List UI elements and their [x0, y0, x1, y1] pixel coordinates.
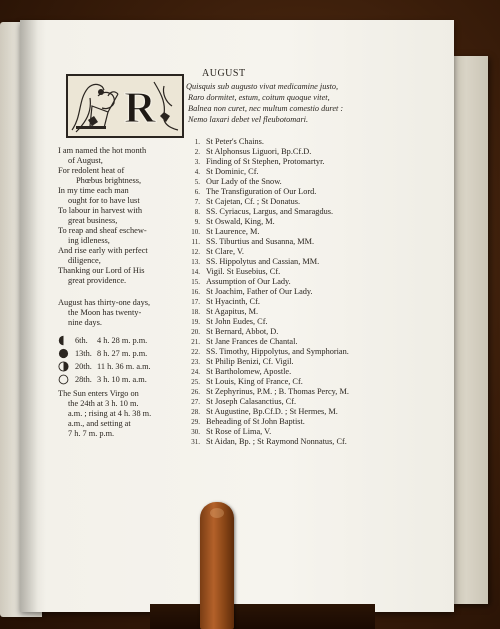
poem-line: In my time each man: [58, 186, 129, 195]
feast-day-number: 28.: [191, 408, 200, 416]
feast-day-number: 24.: [191, 368, 200, 376]
feast-row: [178, 257, 448, 267]
sun-note-line: the 24th at 3 h. 10 m.: [68, 399, 139, 408]
latin-motto: [186, 81, 442, 125]
month-title: AUGUST: [202, 68, 246, 79]
feast-day-number: 9.: [194, 218, 200, 226]
feast-name: The Transfiguration of Our Lord.: [206, 187, 317, 196]
feast-day-number: 19.: [191, 318, 200, 326]
feast-row: [178, 187, 448, 197]
feast-day-number: 16.: [191, 288, 200, 296]
sun-note: [58, 389, 190, 439]
motto-line: Balnea non curet, nec multum comestio duret :: [188, 104, 344, 113]
feast-row: [178, 367, 448, 377]
feast-row: [178, 247, 448, 257]
moon-phase-time: 3 h. 10 m. a.m.: [97, 375, 147, 384]
feast-row: [178, 227, 448, 237]
feast-row: [178, 297, 448, 307]
first-quarter-moon-icon: [58, 361, 69, 372]
poem-line: To labour in harvest with: [58, 206, 143, 215]
feast-day-number: 27.: [191, 398, 200, 406]
feast-row: [178, 137, 448, 147]
feast-day-number: 3.: [194, 158, 200, 166]
month-poem: [58, 146, 190, 286]
feast-name: SS. Cyriacus, Largus, and Smaragdus.: [206, 207, 334, 216]
poem-line: Thanking our Lord of His: [58, 266, 145, 275]
feast-day-number: 18.: [191, 308, 200, 316]
moon-note-line: the Moon has twenty-: [68, 308, 142, 317]
moon-note-line: August has thirty-one days,: [58, 298, 151, 307]
feast-name: Our Lady of the Snow.: [206, 177, 282, 186]
poem-line: ought for to have lust: [68, 196, 140, 205]
feast-row: [178, 237, 448, 247]
feast-name: St Oswald, King, M.: [206, 217, 275, 226]
moon-phase-day: 13th.: [75, 349, 92, 358]
feast-row: [178, 157, 448, 167]
feast-name: Finding of St Stephen, Protomartyr.: [206, 157, 325, 166]
poem-line: And rise early with perfect: [58, 246, 148, 255]
poem-line: Phœbus brightness,: [76, 176, 142, 185]
poem-line: great business,: [68, 216, 118, 225]
feast-day-number: 2.: [194, 148, 200, 156]
feast-name: St Alphonsus Liguori, Bp.Cf.D.: [206, 147, 312, 156]
feast-day-number: 22.: [191, 348, 200, 356]
feast-day-number: 26.: [191, 388, 200, 396]
feast-row: [178, 307, 448, 317]
feast-day-number: 17.: [191, 298, 200, 306]
feast-name: St Augustine, Bp.Cf.D. ; St Hermes, M.: [206, 407, 338, 416]
feast-name: St Joachim, Father of Our Lady.: [206, 287, 313, 296]
motto-line: Nemo laxari debet vel fleubotomari.: [188, 115, 309, 124]
last-quarter-moon-icon: [58, 335, 69, 346]
feast-day-number: 11.: [191, 238, 200, 246]
feast-name: St Clare, V.: [206, 247, 244, 256]
feast-row: [178, 197, 448, 207]
feast-row: [178, 357, 448, 367]
book-back-board: [452, 56, 488, 604]
sun-note-line: a.m., and setting at: [68, 419, 131, 428]
feast-row: [178, 417, 448, 427]
feast-row: [178, 277, 448, 287]
feast-day-number: 12.: [191, 248, 200, 256]
feast-name: St Agapitus, M.: [206, 307, 259, 316]
moon-note: [58, 298, 190, 328]
feast-row: [178, 287, 448, 297]
feast-day-number: 10.: [191, 228, 200, 236]
feast-day-number: 1.: [194, 138, 200, 146]
feast-name: St Hyacinth, Cf.: [206, 297, 260, 306]
feast-name: St Zephyrinus, P.M. ; B. Thomas Percy, M.: [206, 387, 349, 396]
feast-name: St Jane Frances de Chantal.: [206, 337, 298, 346]
motto-line: Raro dormitet, estum, coitum quoque vitet,: [188, 93, 330, 102]
feast-day-number: 20.: [191, 328, 200, 336]
feast-row: [178, 437, 448, 447]
feast-day-number: 21.: [191, 338, 200, 346]
moon-phase-row: [58, 373, 190, 386]
moon-phases: [58, 334, 190, 386]
sun-note-line: 7 h. 7 m. p.m.: [68, 429, 115, 438]
poem-line: For redolent heat of: [58, 166, 125, 175]
feast-name: Vigil. St Eusebius, Cf.: [206, 267, 281, 276]
feast-row: [178, 407, 448, 417]
feast-name: St Joseph Calasanctius, Cf.: [206, 397, 297, 406]
feast-day-number: 30.: [191, 428, 200, 436]
feast-day-number: 7.: [194, 198, 200, 206]
motto-line: Quisquis sub augusto vivat medicamine justo,: [186, 82, 339, 91]
feast-row: [178, 217, 448, 227]
feast-name: SS. Tiburtius and Susanna, MM.: [206, 237, 315, 246]
poem-line: To reap and sheaf eschew-: [58, 226, 147, 235]
moon-note-line: nine days.: [68, 318, 102, 327]
decorative-initial-woodcut: [66, 74, 184, 138]
feast-name: St Dominic, Cf.: [206, 167, 259, 176]
moon-phase-day: 28th.: [75, 375, 92, 384]
feast-row: [178, 347, 448, 357]
sun-note-line: a.m. ; rising at 4 h. 38 m.: [68, 409, 152, 418]
moon-phase-row: [58, 360, 190, 373]
feast-name: St Louis, King of France, Cf.: [206, 377, 303, 386]
moon-phase-time: 8 h. 27 m. p.m.: [97, 349, 148, 358]
feast-day-number: 8.: [194, 208, 200, 216]
moon-phase-time: 4 h. 28 m. p.m.: [97, 336, 148, 345]
feast-row: [178, 387, 448, 397]
moon-phase-day: 20th.: [75, 362, 92, 371]
feast-name: St Bartholomew, Apostle.: [206, 367, 292, 376]
feast-day-number: 6.: [194, 188, 200, 196]
feast-row: [178, 147, 448, 157]
feast-name: SS. Hippolytus and Cassian, MM.: [206, 257, 320, 266]
feast-name: St Laurence, M.: [206, 227, 260, 236]
feast-day-number: 5.: [194, 178, 200, 186]
feast-name: St Aidan, Bp. ; St Raymond Nonnatus, Cf.: [206, 437, 347, 446]
new-moon-icon: [58, 348, 69, 359]
moon-phase-day: 6th.: [75, 336, 88, 345]
poem-line: of August,: [68, 156, 103, 165]
feast-row: [178, 177, 448, 187]
feast-name: St Bernard, Abbot, D.: [206, 327, 279, 336]
feast-row: [178, 267, 448, 277]
feast-day-number: 15.: [191, 278, 200, 286]
full-moon-icon: [58, 374, 69, 385]
feast-name: Beheading of St John Baptist.: [206, 417, 305, 426]
feast-day-number: 23.: [191, 358, 200, 366]
feast-day-number: 29.: [191, 418, 200, 426]
feast-day-number: 14.: [191, 268, 200, 276]
moon-phase-row: [58, 347, 190, 360]
feast-name: Assumption of Our Lady.: [206, 277, 291, 286]
feast-row: [178, 397, 448, 407]
feast-day-number: 13.: [191, 258, 200, 266]
poem-line: I am named the hot month: [58, 146, 147, 155]
feast-row: [178, 327, 448, 337]
feast-calendar: [178, 137, 448, 447]
feast-day-number: 31.: [191, 438, 200, 446]
poem-line: great providence.: [68, 276, 127, 285]
poem-line: diligence,: [68, 256, 101, 265]
svg-text:R: R: [124, 83, 152, 132]
stand-base: [150, 604, 375, 629]
feast-row: [178, 377, 448, 387]
moon-phase-row: [58, 334, 190, 347]
feast-row: [178, 207, 448, 217]
feast-name: SS. Timothy, Hippolytus, and Symphorian.: [206, 347, 349, 356]
moon-phase-time: 11 h. 36 m. a.m.: [97, 362, 151, 371]
feast-row: [178, 317, 448, 327]
spine-shadow: [20, 20, 38, 612]
poem-line: ing idleness,: [68, 236, 110, 245]
sun-note-line: The Sun enters Virgo on: [58, 389, 139, 398]
feast-day-number: 25.: [191, 378, 200, 386]
feast-day-number: 4.: [194, 168, 200, 176]
feast-name: St Peter's Chains.: [206, 137, 264, 146]
feast-name: St Cajetan, Cf. ; St Donatus.: [206, 197, 301, 206]
feast-row: [178, 337, 448, 347]
feast-name: St John Eudes, Cf.: [206, 317, 268, 326]
feast-row: [178, 427, 448, 437]
feast-row: [178, 167, 448, 177]
feast-name: St Philip Benizi, Cf. Vigil.: [206, 357, 294, 366]
wooden-book-stand: [200, 502, 234, 629]
feast-name: St Rose of Lima, V.: [206, 427, 272, 436]
